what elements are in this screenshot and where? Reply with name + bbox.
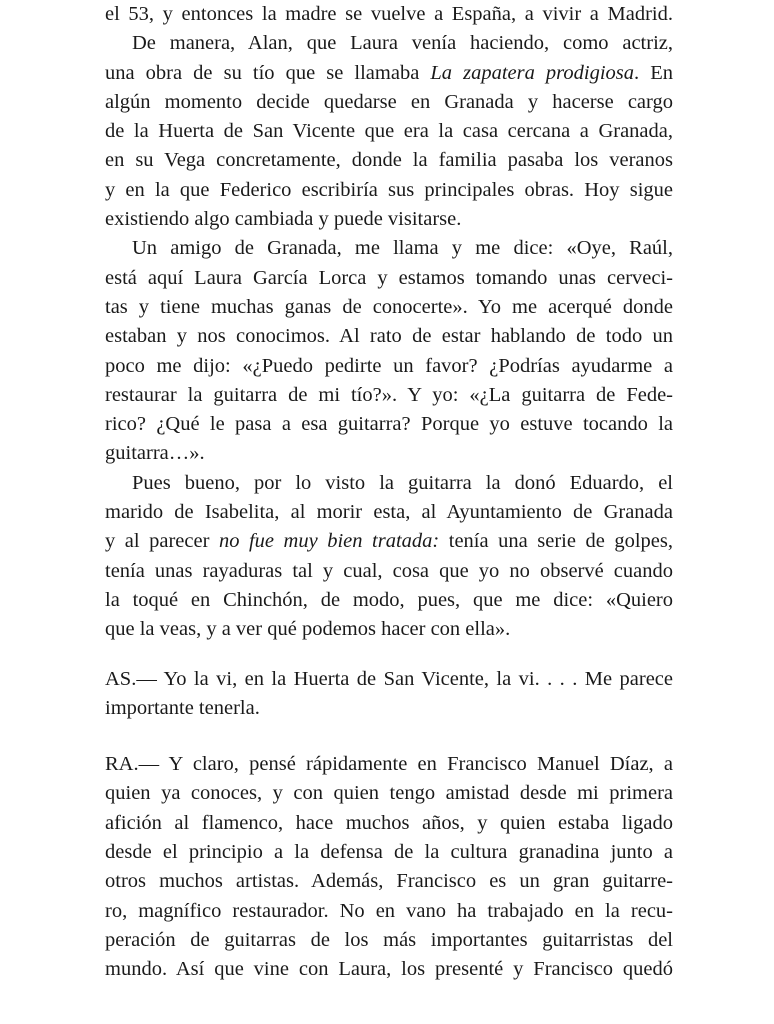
text-line: de la Huerta de San Vicente que era la casa cercana a Granada,	[105, 120, 673, 143]
text-line: De manera, Alan, que Laura venía haciendo, como actriz,	[132, 32, 673, 55]
paragraph-spacer	[105, 723, 673, 750]
text-line: mundo. Así que vine con Laura, los presenté y Francisco quedó	[105, 958, 673, 981]
text-run: y al parecer	[105, 530, 210, 553]
text-line: existiendo algo cambiada y puede visitarse.	[105, 208, 462, 231]
text-line	[105, 527, 673, 556]
text-line: algún momento decide quedarse en Granada y hacerse cargo	[105, 90, 673, 113]
text-line: quien ya conoces, y con quien tengo amistad desde mi primera	[105, 782, 673, 805]
paragraph	[105, 29, 673, 234]
text-line: desde el principio a la defensa de la cultura granadina junto a	[105, 841, 673, 864]
text-line: marido de Isabelita, al morir esta, al Ayuntamiento de Granada	[105, 501, 673, 524]
text-line: RA.— Y claro, pensé rápidamente en Francisco Manuel Díaz, a	[105, 753, 673, 776]
text-line: ro, magnífico restaurador. No en vano ha trabajado en la recu-	[105, 899, 673, 922]
text-run: una obra de su tío que se llamaba	[105, 61, 420, 84]
dialogue-paragraph	[105, 665, 673, 724]
text-line: y en la que Federico escribiría sus principales obras. Hoy sigue	[105, 178, 673, 201]
text-line: estaban y nos conocimos. Al rato de estar hablando de todo un	[105, 325, 673, 348]
text-line: la toqué en Chinchón, de modo, pues, que me dice: «Quiero	[105, 588, 673, 611]
text-line: importante tenerla.	[105, 696, 260, 719]
book-title: La zapatera prodigiosa	[430, 61, 635, 84]
dialogue-paragraph	[105, 750, 673, 984]
text-line: que la veas, y a ver qué podemos hacer con ella».	[105, 618, 511, 641]
text-line: peración de guitarras de los más importantes guitarristas del	[105, 928, 673, 951]
text-line: tenía unas rayaduras tal y cual, cosa que yo no observé cuando	[105, 559, 673, 582]
text-run: . En	[634, 61, 673, 84]
text-line: el 53, y entonces la madre se vuelve a España, a vivir a Madrid.	[105, 3, 673, 25]
text-line: guitarra…».	[105, 442, 205, 465]
paragraph	[105, 469, 673, 645]
text-line: en su Vega concretamente, donde la familia pasaba los veranos	[105, 149, 673, 172]
text-line: otros muchos artistas. Además, Francisco es un gran guitarre-	[105, 870, 673, 893]
text-line: tas y tiene muchas ganas de conocerte». Yo me acerqué donde	[105, 295, 673, 318]
paragraph-spacer	[105, 645, 673, 665]
text-line: poco me dijo: «¿Puedo pedirte un favor? ¿Podrías ayudarme a	[105, 354, 673, 377]
text-line: rico? ¿Qué le pasa a esa guitarra? Porque yo estuve tocando la	[105, 413, 673, 436]
paragraph	[105, 0, 673, 29]
text-run: tenía una serie de golpes,	[448, 530, 674, 553]
text-line: afición al flamenco, hace muchos años, y quien estaba ligado	[105, 811, 673, 834]
text-line	[105, 59, 673, 88]
paragraph	[105, 234, 673, 468]
emphasis-text: no fue muy bien tratada:	[218, 530, 440, 553]
text-line: está aquí Laura García Lorca y estamos tomando unas cerveci-	[105, 266, 673, 289]
text-line: restaurar la guitarra de mi tío?». Y yo: «¿La guitarra de Fede-	[105, 383, 673, 406]
text-line: Pues bueno, por lo visto la guitarra la donó Eduardo, el	[132, 471, 673, 494]
text-line: AS.— Yo la vi, en la Huerta de San Vicente, la vi. . . . Me parece	[105, 667, 673, 690]
book-page	[105, 0, 673, 985]
text-line: Un amigo de Granada, me llama y me dice: «Oye, Raúl,	[132, 237, 673, 260]
